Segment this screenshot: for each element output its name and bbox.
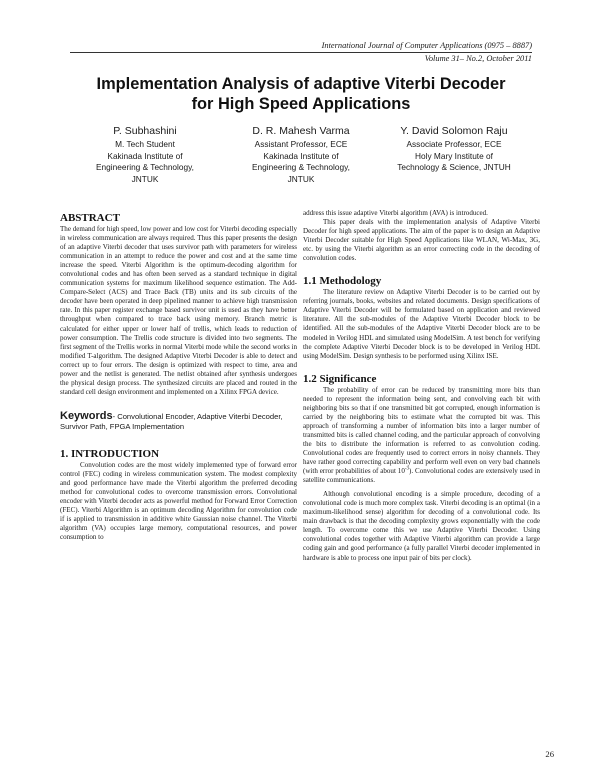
title-line-2: for High Speed Applications bbox=[191, 95, 411, 113]
introduction-text: Convolution codes are the most widely implemented type of forward error control (FEC) coding in wireless communication system. The modest complexity and good performance have made the Viterbi algorithm the preferred decoding method for convolutional codes to overcome transmission errors. Convolutional encoder with Viterbi decoder acts as powerful method for Forward Error Correction (FEC). Viterbi Algorithm is an optimum decoding Algorithm for convolution code if is applied to transmission in additive white Gaussian noise channel. The Viterbi algorithm (VA) occupies large memory, computational resources, and power consumption to bbox=[60, 460, 297, 542]
author-affiliation: JNTUK bbox=[287, 173, 315, 184]
volume-info: Volume 31– No.2, October 2011 bbox=[424, 54, 532, 63]
significance-text bbox=[303, 386, 540, 486]
author-position: Assistant Professor, ECE bbox=[254, 139, 348, 149]
author-affiliation: Kakinada Institute of bbox=[263, 150, 339, 161]
author-block-3 bbox=[369, 124, 539, 174]
author-affiliation: Holy Mary Institute of bbox=[415, 150, 493, 161]
abstract-heading: ABSTRACT bbox=[60, 212, 120, 224]
paper-title bbox=[60, 74, 542, 114]
author-position: M. Tech Student bbox=[115, 139, 175, 149]
keywords-text: - Convolutional Encoder, Adaptive Viterbi Decoder, Survivor Path, FPGA Implementation bbox=[60, 411, 283, 431]
author-position: Associate Professor, ECE bbox=[406, 139, 502, 149]
author-affiliation: Engineering & Technology, bbox=[252, 162, 350, 172]
author-affiliation: Technology & Science, JNTUH bbox=[397, 162, 511, 172]
significance-text-2: Although convolutional encoding is a simple procedure, decoding of a convolutional code is much more complex task. Viterbi decoding is an optimal (in a maximum-likelihood sense) algorithm for decoding of a convolutional code. Its main drawback is that the decoding complexity grows exponentially with the code length. To overcome come this we use Adaptive Viterbi Decoder. Using convolutional codes together with Adaptive Viterbi algorithm can provide a large coding gain and good performance (a fully parallel Viterbi decoder implemented in hardware is able to process one input pair of bits per clock). bbox=[303, 490, 540, 562]
significance-text-part: ). Convolutional codes are extensively used in satellite communications. bbox=[303, 467, 540, 485]
page-number: 26 bbox=[545, 749, 554, 759]
significance-heading: 1.2 Significance bbox=[303, 372, 377, 385]
methodology-text: The literature review on Adaptive Viterbi Decoder is to be carried out by referring journals, books, websites and related documents. Design specifications of Adaptive Viterbi Decoder will be formulated based on application and reviewed literature. All the sub-modules of the Adaptive Viterbi Decoder block to be identified. All the sub-modules of the Adaptive Viterbi Decoder block are to be modeled in Verilog HDL and simulated using ModelSim. A test bench for verifying the complete Adaptive Viterbi Decoder block is to be developed in Verilog HDL using ModelSim. Design synthesis to be performed using Xilinx ISE. bbox=[303, 288, 540, 360]
left-column bbox=[60, 212, 297, 542]
introduction-heading: 1. INTRODUCTION bbox=[60, 447, 160, 460]
significance-text-part: The probability of error can be reduced by transmitting more bits than needed to represent the information being sent, and convolving each bit with neighboring bits so that if one transmitted bit got corrupted, enough information is carried by the neighboring bits to estimate what the corrupted bit was. This approach of transforming a number of information bits into a larger number of transmitted bits is called channel coding, and the particular approach of convolving the bits to distribute the information is referred to as convolution coding. Convolutional codes are frequently used to correct errors in noisy channels. They have rather good correcting capability and perform well even on very bad channels (with error probabilities of about 10 bbox=[303, 385, 540, 476]
title-line-1: Implementation Analysis of adaptive Viterbi Decoder bbox=[96, 75, 506, 93]
author-block-2 bbox=[216, 124, 386, 185]
author-affiliation: JNTUK bbox=[131, 173, 159, 184]
author-name: Y. David Solomon Raju bbox=[400, 125, 508, 137]
keywords bbox=[60, 411, 297, 432]
methodology-heading: 1.1 Methodology bbox=[303, 275, 382, 288]
abstract-text: The demand for high speed, low power and low cost for Viterbi decoding especially in wireless communication are always required. Thus this paper presents the design of an adaptive Viterbi decoder that uses survivor path with parameters for wireless communication in an attempt to reduce the power and cost and at the same time increase the speed. Viterbi Algorithm is the optimum-decoding algorithm for convolutional codes and has often been served as a standard technique in digital communication systems for maximum likelihood sequence estimation. The Add-Compare-Select (ACS) and Trace Back (TB) units and its sub circuits of the decoder have been operated in deep pipelined manner to achieve high transmission rate. In this paper register exchange based survivor unit is used as they have better throughput when compared to trace back using memory. Branch metric is calculated for either upper or lower half of trellis, which leads to reduction of power consumption. The Trellis code structure is divided into two segments. The first segment of the Trellis works in normal Viterbi mode while the second works in modified T-algorithm. The designed Adaptive Viterbi Decoder is able to detect and correct up to four errors. The design is optimized with respect to time, area and power and the netlist is generated. The netlist obtained after synthesis undergoes the physical design process. The synthesized circuits are placed and routed in the standard cell design environment and implemented on a Xilinx FPGA device. bbox=[60, 225, 297, 396]
author-name: P. Subhashini bbox=[113, 125, 177, 137]
author-affiliation: Kakinada Institute of bbox=[107, 150, 183, 161]
continued-paragraph: address this issue adaptive Viterbi algorithm (AVA) is introduced. bbox=[303, 209, 488, 217]
journal-name: International Journal of Computer Applications (0975 – 8887) bbox=[321, 41, 532, 50]
right-column bbox=[303, 209, 540, 563]
author-affiliation: Engineering & Technology, bbox=[96, 162, 194, 172]
author-name: D. R. Mahesh Varma bbox=[252, 125, 350, 137]
author-block-1 bbox=[60, 124, 230, 185]
aim-paragraph: This paper deals with the implementation analysis of Adaptive Viterbi Decoder for high speed applications. The aim of the paper is to design an Adaptive Viterbi Decoder suitable for High Speed Applications like WLAN, Wi-Max, 3G, etc. by using the Viterbi algorithm as an error correcting code in the decoding of convolution codes. bbox=[303, 218, 540, 263]
keywords-heading: Keywords bbox=[60, 409, 113, 422]
exponent: -3 bbox=[404, 466, 410, 472]
